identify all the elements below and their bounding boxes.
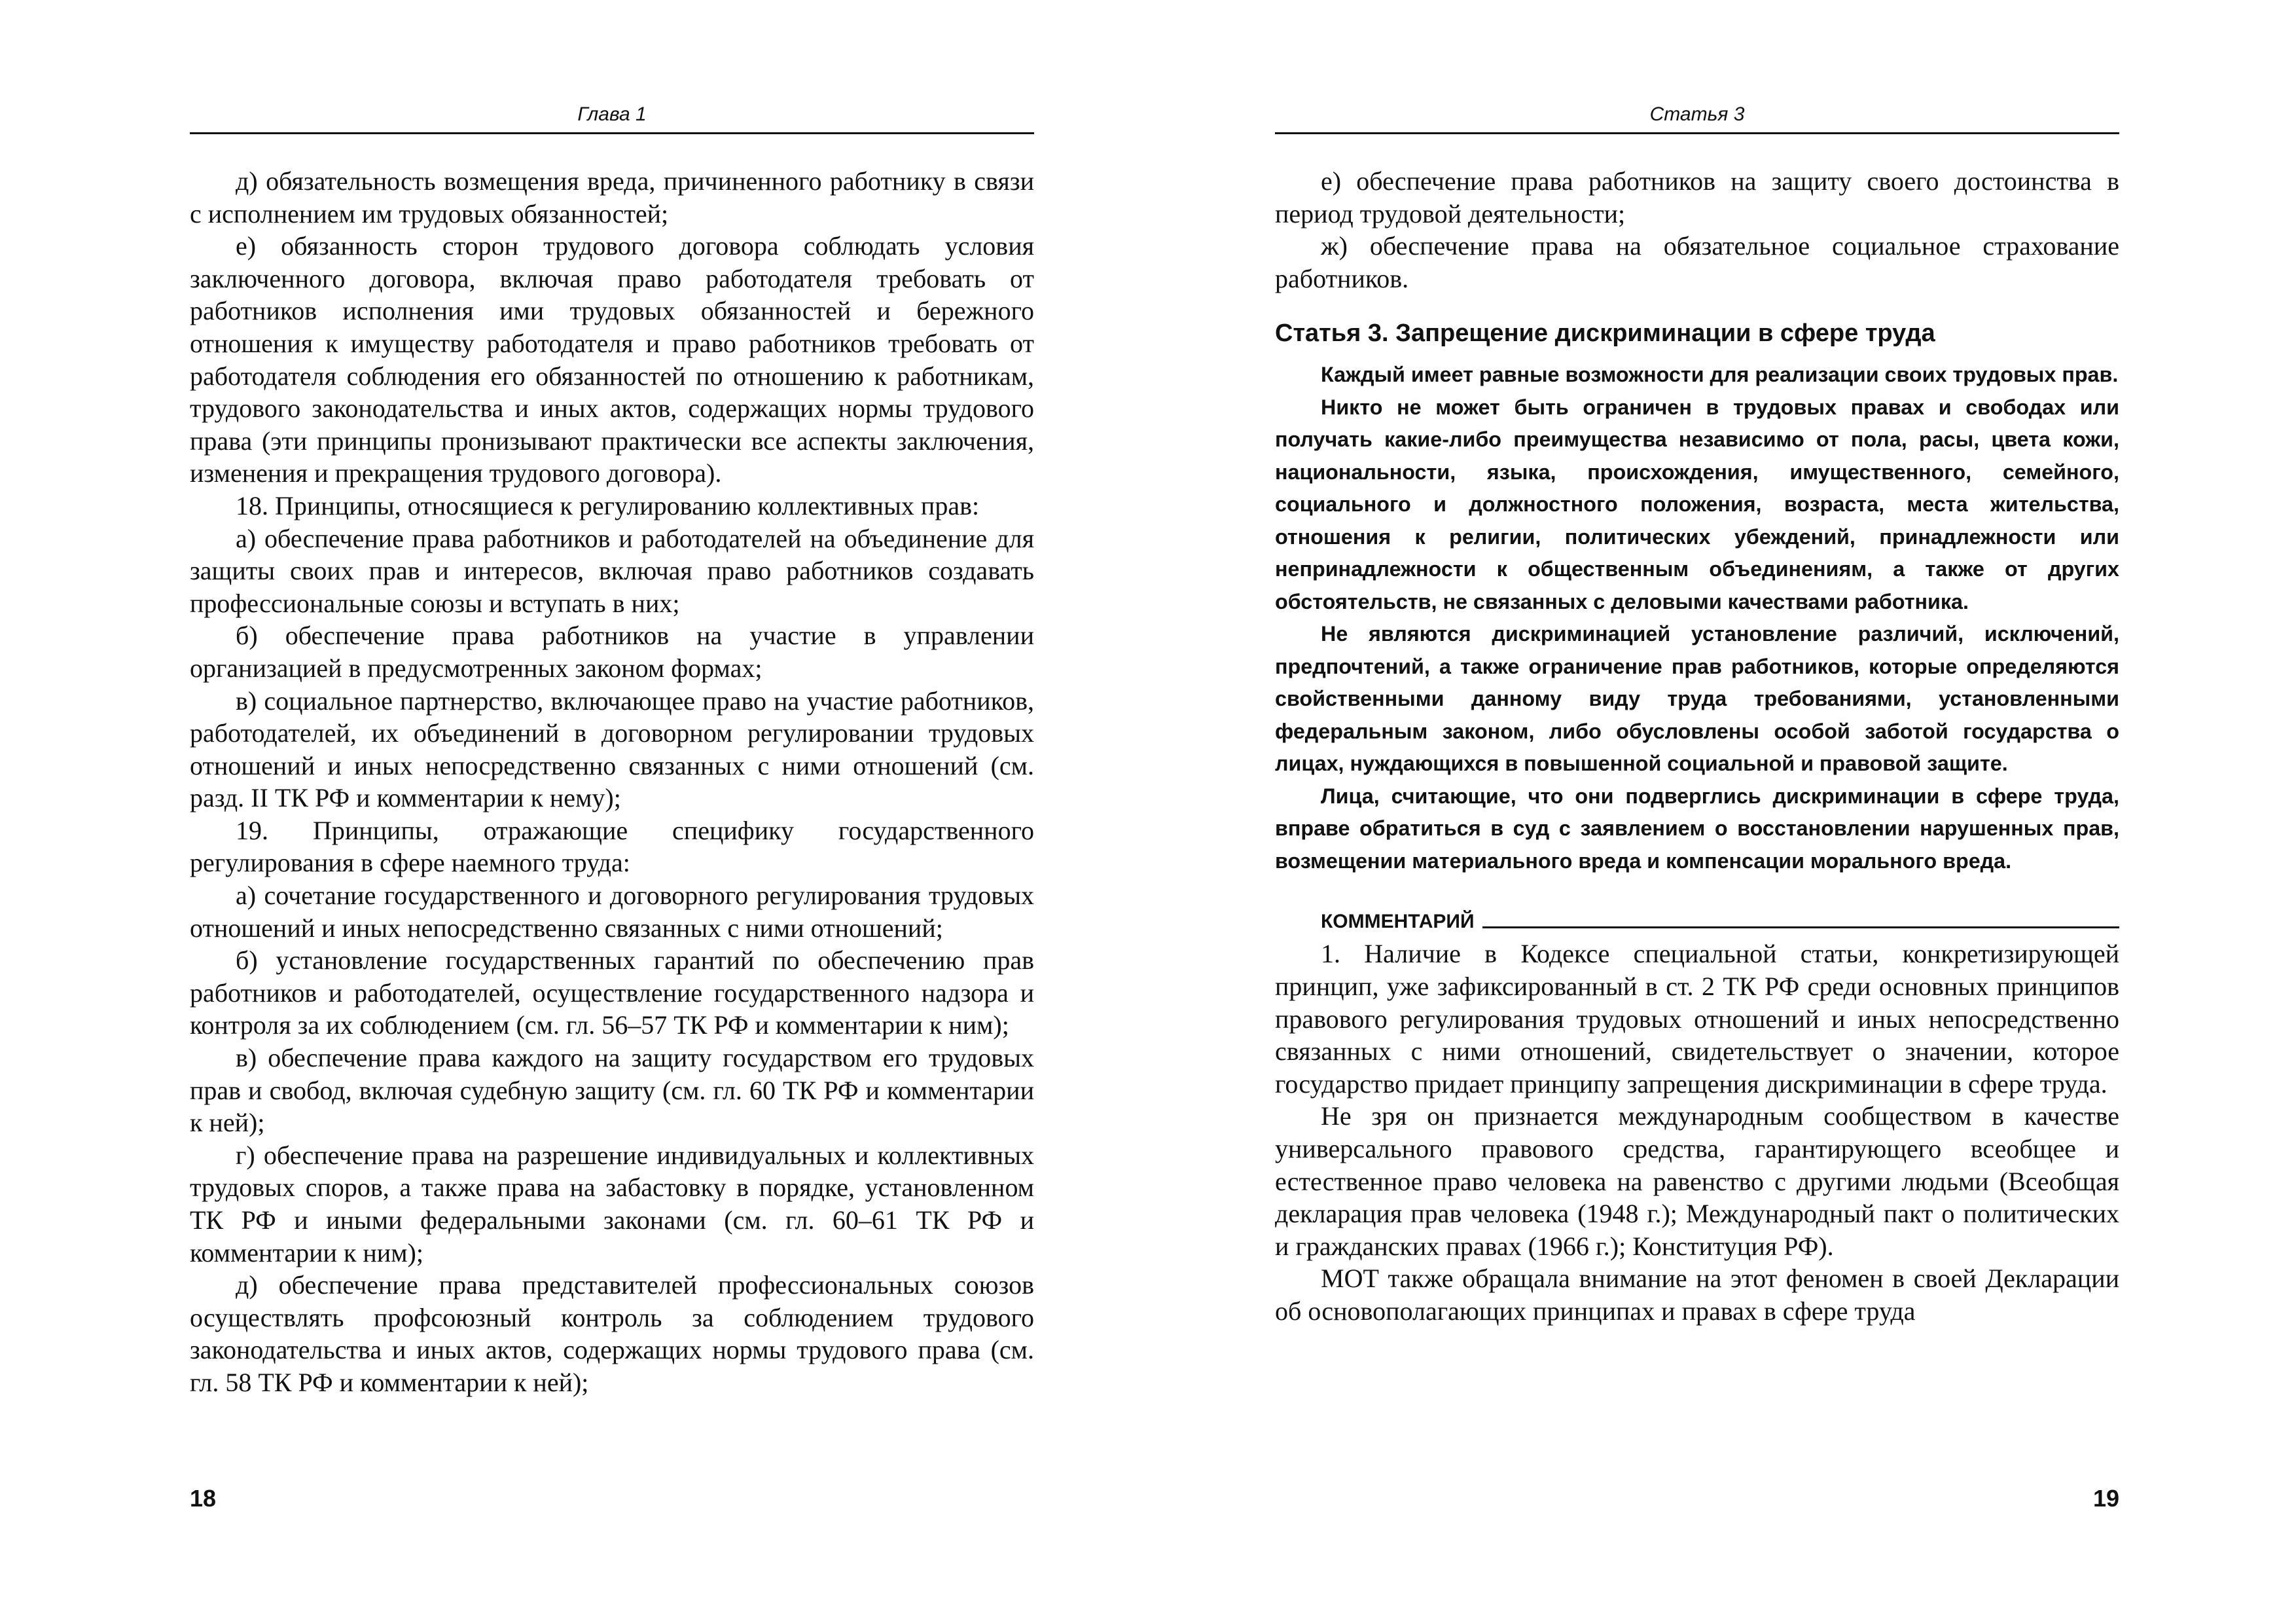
comment-paragraph: 1. Наличие в Кодексе специальной статьи, конкретизирующей принцип, уже зафиксированный в ст. 2 ТК РФ среди основных принципов правового регулирования трудовых отношений и иных непосредственно связанных с ними отношений, свидетельствует о значении, которое государство придает принципу запрещения дискриминации в сфере труда. [1275,939,2119,1099]
body-text [1275,165,2119,1328]
paragraph: а) обеспечение права работников и работодателей на объединение для защиты своих прав и интересов, включая право работников создавать профессиональные союзы и вступать в них; [190,523,1034,618]
paragraph: б) установление государственных гарантий по обеспечению прав работников и работодателей, осуществление государственного надзора и контроля за их соблюдением (см. гл. 56–57 ТК РФ и комментарии к ним); [190,945,1034,1040]
comment-heading [1321,909,2119,935]
article-paragraph: Никто не может быть ограничен в трудовых правах и свободах или получать какие-либо преимущества независимо от пола, расы, цвета кожи, национальности, языка, происхождения, имущественного, семейного, социального и должностного положения, возраста, места жительства, отношения к религии, политических убеждений, принадлежности или непринадлежности к общественным объединениям, а также от других обстоятельств, не связанных с деловыми качествами работника. [1275,395,2119,613]
header-rule [190,132,1034,134]
article-title: Статья 3. Запрещение дискриминации в сфере труда [1275,319,1935,348]
comment-label: КОММЕНТАРИЙ [1321,911,1475,933]
article-paragraph: Не являются дискриминацией установление различий, исключений, предпочтений, а также ограничение прав работников, которые определяются свойственными данному виду труда требованиями, установленными федеральным законом, либо обусловлены особой заботой государства о лицах, нуждающихся в повышенной социальной и правовой защите. [1275,622,2119,776]
comment-rule [1482,926,2119,928]
page-number: 19 [2092,1485,2119,1512]
paragraph: е) обеспечение права работников на защиту своего достоинства в период трудовой деятельности; [1275,166,2119,228]
running-head: Статья 3 [1649,103,1745,125]
paragraph: в) социальное партнерство, включающее право на участие работников, работодателей, их объединений в договорном регулировании трудовых отношений и иных непосредственно связанных с ними отношений (см. разд. II ТК РФ и комментарии к нему); [190,685,1034,813]
paragraph: е) обязанность сторон трудового договора соблюдать условия заключенного договора, включая право работодателя требовать от работников исполнения ими трудовых обязанностей и бережного отношения к имуществу работодателя и право работников требовать от работодателя соблюдения его обязанностей по отношению к работникам, трудового законодательства и иных актов, содержащих нормы трудового права (эти принципы пронизывают практически все аспекты заключения, изменения и прекращения трудового договора). [190,231,1034,488]
paragraph: д) обязательность возмещения вреда, причиненного работнику в связи с исполнением им трудовых обязанностей; [190,166,1034,228]
paragraph: а) сочетание государственного и договорного регулирования трудовых отношений и иных непосредственно связанных с ними отношений; [190,881,1034,943]
running-head: Глава 1 [577,103,647,125]
paragraph: ж) обеспечение права на обязательное социальное страхование работников. [1275,231,2119,293]
paragraph: в) обеспечение права каждого на защиту государством его трудовых прав и свобод, включая судебную защиту (см. гл. 60 ТК РФ и комментарии к ней); [190,1043,1034,1138]
paragraph: 19. Принципы, отражающие специфику государственного регулирования в сфере наемного труда: [190,815,1034,878]
article-paragraph: Каждый имеет равные возможности для реализации своих трудовых прав. [1321,363,2119,387]
article-text [1275,359,2119,877]
comment-paragraph: МОТ также обращала внимание на этот феномен в своей Декларации об основополагающих принципах и правах в сфере труда [1275,1264,2119,1326]
body-text [190,165,1034,1399]
paragraph: б) обеспечение права работников на участие в управлении организацией в предусмотренных законом формах; [190,621,1034,683]
left-page [190,0,1034,1623]
header-rule [1275,132,2119,134]
paragraph: г) обеспечение права на разрешение индивидуальных и коллективных трудовых споров, а также права на забастовку в порядке, установленном ТК РФ и иными федеральными законами (см. гл. 60–61 ТК РФ и комментарии к ним); [190,1140,1034,1267]
paragraph: д) обеспечение права представителей профессиональных союзов осуществлять профсоюзный контроль за соблюдением трудового законодательства и иных актов, содержащих нормы трудового права (см. гл. 58 ТК РФ и комментарии к ней); [190,1270,1034,1397]
paragraph: 18. Принципы, относящиеся к регулированию коллективных прав: [236,490,980,520]
right-page [1275,0,2119,1623]
comment-paragraph: Не зря он признается международным сообществом в качестве универсального правового средства, гарантирующего всеобщее и естественное право человека на равенство с другими людьми (Всеобщая декларация прав человека (1948 г.); Международный пакт о политических и гражданских правах (1966 г.); Конституция РФ). [1275,1101,2119,1261]
article-paragraph: Лица, считающие, что они подверглись дискриминации в сфере труда, вправе обратиться в суд с заявлением о восстановлении нарушенных прав, возмещении материального вреда и компенсации морального вреда. [1275,784,2119,873]
page-number: 18 [190,1485,217,1512]
